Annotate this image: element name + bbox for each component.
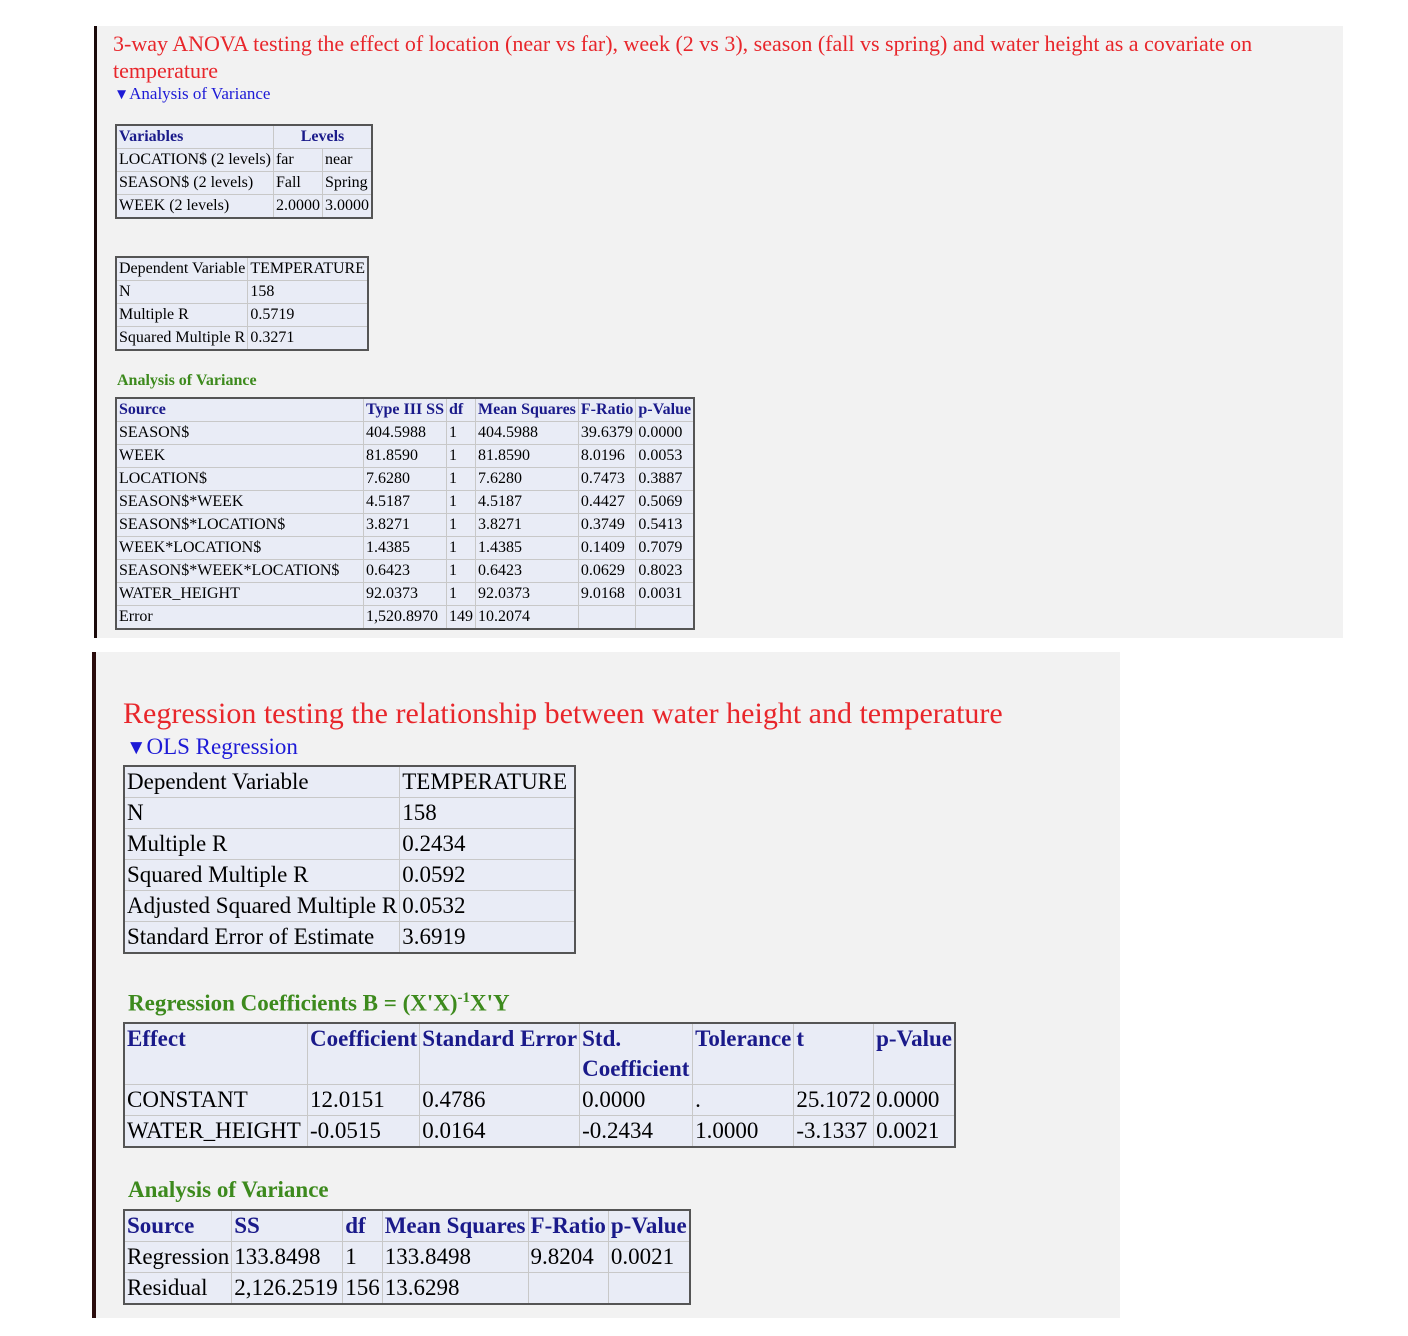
table-cell: Error — [116, 606, 364, 630]
table-cell: 2.0000 — [273, 195, 322, 219]
table-row — [116, 327, 368, 351]
col-header: Levels — [273, 125, 372, 149]
table-cell: 0.4786 — [420, 1085, 580, 1116]
table-row — [124, 766, 575, 798]
table-header-row — [124, 1023, 955, 1085]
col-header: Source — [124, 1210, 232, 1242]
table-row — [116, 468, 694, 491]
table-cell: 3.8271 — [475, 514, 578, 537]
table-cell: 92.0373 — [475, 583, 578, 606]
anova-table — [115, 397, 695, 630]
section-title: 3-way ANOVA testing the effect of location (near vs far), week (2 vs 3), season (fall vs spring) and water height as a covariate on temperature — [113, 31, 1253, 83]
table-cell: 1.4385 — [475, 537, 578, 560]
table-cell: 1.4385 — [364, 537, 447, 560]
col-header: Variables — [116, 125, 273, 149]
table-cell: 39.6379 — [578, 422, 635, 445]
table-cell: 3.6919 — [400, 922, 576, 954]
col-header: p-Value — [636, 398, 694, 422]
table-cell: -0.0515 — [308, 1116, 420, 1148]
table-row — [116, 583, 694, 606]
table-cell: LOCATION$ — [116, 468, 364, 491]
table-cell: 1 — [446, 422, 475, 445]
table-row — [116, 149, 372, 172]
table-cell: N — [124, 798, 400, 829]
table-cell: N — [116, 281, 248, 304]
table-cell: 25.1072 — [794, 1085, 874, 1116]
table-cell: 0.5719 — [248, 304, 368, 327]
table-cell: 1 — [446, 560, 475, 583]
table-cell: Standard Error of Estimate — [124, 922, 400, 954]
table-cell: Spring — [322, 172, 372, 195]
table-cell: 9.8204 — [528, 1242, 608, 1273]
table-cell: WATER_HEIGHT — [124, 1116, 308, 1148]
table-row — [124, 1242, 690, 1273]
regression-section — [92, 652, 1120, 1318]
table-cell: WEEK — [116, 445, 364, 468]
table-cell: 0.0164 — [420, 1116, 580, 1148]
table-cell: 0.5069 — [636, 491, 694, 514]
table-row — [116, 606, 694, 630]
table-row — [116, 281, 368, 304]
anova-table — [123, 1209, 691, 1305]
table-row — [116, 537, 694, 560]
table-cell: 1,520.8970 — [364, 606, 447, 630]
table-cell: TEMPERATURE — [248, 257, 368, 281]
table-cell: 81.8590 — [364, 445, 447, 468]
table-cell: Multiple R — [124, 829, 400, 860]
table-cell: 0.7079 — [636, 537, 694, 560]
table-cell: 0.0000 — [874, 1085, 955, 1116]
table-cell — [608, 1273, 689, 1305]
table-cell: 404.5988 — [364, 422, 447, 445]
table-cell: WEEK*LOCATION$ — [116, 537, 364, 560]
col-header: t — [794, 1023, 874, 1085]
table-cell: 0.0629 — [578, 560, 635, 583]
table-cell: Residual — [124, 1273, 232, 1305]
table-cell: WATER_HEIGHT — [116, 583, 364, 606]
table-cell: 1 — [446, 583, 475, 606]
col-header: F-Ratio — [578, 398, 635, 422]
table-cell: far — [273, 149, 322, 172]
table-cell: 9.0168 — [578, 583, 635, 606]
col-header: SS — [232, 1210, 343, 1242]
col-header: p-Value — [874, 1023, 955, 1085]
col-header: Standard Error — [420, 1023, 580, 1085]
table-row — [124, 1273, 690, 1305]
table-cell: 0.0021 — [874, 1116, 955, 1148]
table-cell: SEASON$ — [116, 422, 364, 445]
table-cell: -3.1337 — [794, 1116, 874, 1148]
table-row — [124, 1085, 955, 1116]
table-cell: 10.2074 — [475, 606, 578, 630]
table-cell: 0.4427 — [578, 491, 635, 514]
table-cell: 3.8271 — [364, 514, 447, 537]
table-cell: Squared Multiple R — [124, 860, 400, 891]
table-cell: Adjusted Squared Multiple R — [124, 891, 400, 922]
col-header: Source — [116, 398, 364, 422]
table-row — [124, 798, 575, 829]
table-row — [116, 560, 694, 583]
col-header: Type III SS — [364, 398, 447, 422]
coefficients-heading — [128, 990, 510, 1017]
coef-heading-prefix: Regression Coefficients B = (X'X) — [128, 990, 458, 1016]
table-cell: 158 — [248, 281, 368, 304]
table-cell — [528, 1273, 608, 1305]
table-cell: 0.3887 — [636, 468, 694, 491]
table-cell: 7.6280 — [475, 468, 578, 491]
col-header: df — [343, 1210, 383, 1242]
table-cell: 0.5413 — [636, 514, 694, 537]
analysis-of-variance-toggle[interactable] — [114, 84, 270, 104]
col-header: p-Value — [608, 1210, 689, 1242]
table-cell: 0.0031 — [636, 583, 694, 606]
table-cell: Fall — [273, 172, 322, 195]
table-cell: Dependent Variable — [116, 257, 248, 281]
variables-table — [115, 124, 373, 219]
table-cell: 0.6423 — [364, 560, 447, 583]
table-cell — [636, 606, 694, 630]
table-cell: Squared Multiple R — [116, 327, 248, 351]
table-row — [116, 514, 694, 537]
table-cell: 1 — [446, 468, 475, 491]
table-cell: TEMPERATURE — [400, 766, 576, 798]
table-row — [124, 1116, 955, 1148]
table-cell: 0.3271 — [248, 327, 368, 351]
disclosure-triangle-icon: ▼ — [114, 86, 130, 103]
table-cell: 0.2434 — [400, 829, 576, 860]
table-row — [124, 860, 575, 891]
col-header: Effect — [124, 1023, 308, 1085]
table-cell: 1 — [446, 514, 475, 537]
table-cell: 3.0000 — [322, 195, 372, 219]
table-cell: 0.0053 — [636, 445, 694, 468]
anova-heading: Analysis of Variance — [117, 372, 257, 389]
table-cell: 12.0151 — [308, 1085, 420, 1116]
table-cell: 8.0196 — [578, 445, 635, 468]
toggle-label: Analysis of Variance — [129, 84, 271, 103]
table-cell: 0.6423 — [475, 560, 578, 583]
coefficients-table — [123, 1022, 956, 1148]
table-cell: 0.0532 — [400, 891, 576, 922]
table-cell: 404.5988 — [475, 422, 578, 445]
table-cell: 92.0373 — [364, 583, 447, 606]
section-title: Regression testing the relationship between water height and temperature — [123, 697, 1003, 730]
table-cell: -0.2434 — [580, 1116, 693, 1148]
table-cell: 2,126.2519 — [232, 1273, 343, 1305]
col-header: Std. Coefficient — [580, 1023, 693, 1085]
table-cell: SEASON$ (2 levels) — [116, 172, 273, 195]
table-row — [116, 172, 372, 195]
table-header-row — [116, 398, 694, 422]
table-cell: near — [322, 149, 372, 172]
table-cell: CONSTANT — [124, 1085, 308, 1116]
table-cell: SEASON$*LOCATION$ — [116, 514, 364, 537]
table-row — [116, 304, 368, 327]
table-row — [124, 829, 575, 860]
anova-section — [94, 26, 1343, 638]
table-row — [116, 491, 694, 514]
table-cell: 1.0000 — [693, 1116, 794, 1148]
table-cell: 0.0000 — [636, 422, 694, 445]
coef-heading-sup: -1 — [457, 990, 470, 1006]
col-header: Mean Squares — [475, 398, 578, 422]
model-summary-table — [123, 765, 576, 954]
table-row — [116, 257, 368, 281]
table-cell: 1 — [446, 445, 475, 468]
col-header: df — [446, 398, 475, 422]
col-header: Tolerance — [693, 1023, 794, 1085]
table-cell: 81.8590 — [475, 445, 578, 468]
table-cell: 1 — [446, 491, 475, 514]
model-summary-table — [115, 256, 369, 351]
table-cell: 4.5187 — [364, 491, 447, 514]
disclosure-triangle-icon: ▼ — [126, 737, 147, 759]
table-row — [116, 422, 694, 445]
table-cell: 156 — [343, 1273, 383, 1305]
table-header-row — [124, 1210, 690, 1242]
col-header: Coefficient — [308, 1023, 420, 1085]
table-header-row — [116, 125, 372, 149]
anova-heading: Analysis of Variance — [128, 1177, 329, 1202]
table-cell: 133.8498 — [382, 1242, 528, 1273]
table-row — [124, 922, 575, 954]
table-cell: 7.6280 — [364, 468, 447, 491]
table-cell: 0.3749 — [578, 514, 635, 537]
table-cell: 0.0021 — [608, 1242, 689, 1273]
table-row — [116, 195, 372, 219]
table-cell: 1 — [343, 1242, 383, 1273]
table-cell: 0.0000 — [580, 1085, 693, 1116]
coef-heading-suffix: X'Y — [469, 990, 510, 1016]
table-cell: Dependent Variable — [124, 766, 400, 798]
table-cell: 149 — [446, 606, 475, 630]
table-cell: SEASON$*WEEK — [116, 491, 364, 514]
table-cell: 0.0592 — [400, 860, 576, 891]
table-row — [124, 891, 575, 922]
table-cell: 133.8498 — [232, 1242, 343, 1273]
table-cell: LOCATION$ (2 levels) — [116, 149, 273, 172]
ols-regression-toggle[interactable] — [126, 734, 298, 760]
table-cell: 1 — [446, 537, 475, 560]
table-cell: 0.8023 — [636, 560, 694, 583]
table-cell: SEASON$*WEEK*LOCATION$ — [116, 560, 364, 583]
table-cell: 158 — [400, 798, 576, 829]
table-cell: . — [693, 1085, 794, 1116]
col-header: Mean Squares — [382, 1210, 528, 1242]
table-cell: Multiple R — [116, 304, 248, 327]
table-cell: 13.6298 — [382, 1273, 528, 1305]
table-cell: 0.1409 — [578, 537, 635, 560]
table-row — [116, 445, 694, 468]
table-cell: 0.7473 — [578, 468, 635, 491]
table-cell: 4.5187 — [475, 491, 578, 514]
table-cell: WEEK (2 levels) — [116, 195, 273, 219]
table-cell — [578, 606, 635, 630]
toggle-label: OLS Regression — [146, 734, 298, 759]
col-header: F-Ratio — [528, 1210, 608, 1242]
table-cell: Regression — [124, 1242, 232, 1273]
